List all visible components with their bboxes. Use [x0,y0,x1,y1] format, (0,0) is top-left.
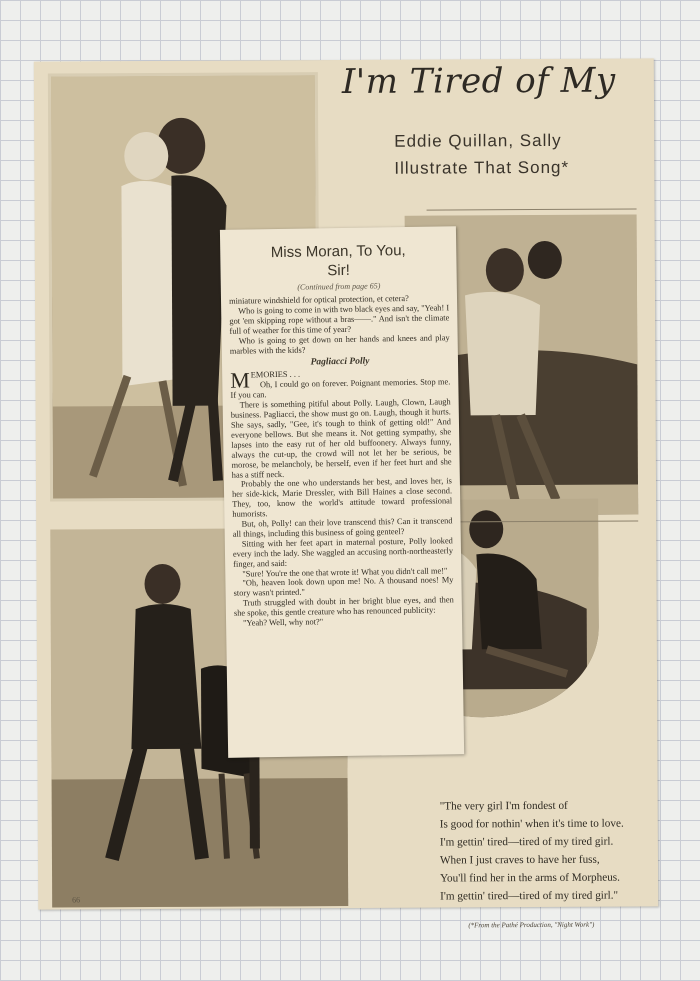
clipping-paragraph: "Yeah? Well, why not?" [243,617,324,628]
lyric-line: When I just craves to have her fuss, [439,853,600,867]
lyric-line: "The very girl I'm fondest of [439,799,568,813]
lyric-line: I'm gettin' tired—tired of my tired girl." [440,889,619,903]
clipping-paragraph: There is something pitiful about Polly. Laugh, Clown, Laugh business. Pagliacci, the show must go on. Laugh, though it hurts. She says, sadly, "Gee, it's tough to think of getting old!" And everyone bellows. But she means it. Not getting sympathy, she lapses into the easy rut of her old buffoonery. Always funny, always the cut-up, the crowd will not let her be serious, be morose, be melancholy, be herself, even if her feet hurt and she has a stiff neck. [230,397,452,480]
clipping-title [228,240,449,281]
article-subtitle [394,126,644,181]
clipping-title-line: Miss Moran, To You, [270,241,406,262]
lyric-line: You'll find her in the arms of Morpheus. [440,871,620,885]
clipping-paragraph: Probably the one who understands her best, and loves her, is her side-kick, Marie Dressler, with Bill Haines a close second. They, too, know the world's attitude toward professional humorists. [231,476,453,519]
article-title: I'm Tired of My [341,60,616,103]
clipping-title-line: Sir! [327,261,350,280]
drop-cap-rest: EMORIES . . . [250,370,301,380]
clipping-subhead: Pagliacci Polly [310,357,370,368]
clipping-paragraph: Sitting with her feet apart in maternal posture, Polly looked every inch the lady. She waggled an accusing north-northeasterly finger, and said: [232,536,454,569]
header-rule [427,208,637,210]
clipping-paragraph: "Oh, heaven look down upon me! No. A thousand noes! My story wasn't printed." [233,575,454,599]
clipping-paragraph: Oh, I could go on forever. Poignant memories. Stop me. If you can. [230,377,451,401]
production-credit: (*From the Pathé Production, "Night Work") [468,920,595,930]
subtitle-line: Eddie Quillan, Sally [394,130,562,151]
clipping-paragraph: Who is going to come in with two black eyes and say, "Yeah! I got 'em skipping rope without a bras——." And isn't the climate full of weather for this time of year? [229,303,450,336]
clipping-continued-note: (Continued from page 65) [297,281,381,292]
song-lyrics [440,796,681,905]
subtitle-line: Illustrate That Song* [394,157,570,178]
clipping-paragraph: Truth struggled with doubt in her bright blue eyes, and then she spoke, this gentle creature who has renounced publicity: [233,595,454,618]
lyric-line: I'm gettin' tired—tired of my tired girl. [439,835,614,849]
lyric-line: Is good for nothin' when it's time to love. [439,817,624,831]
magazine-page [34,58,658,930]
clipping-paragraph: "Sure! You're the one that wrote it! What you didn't call me!" [242,565,448,579]
article-clipping [220,226,464,758]
page-number: 66 [72,895,81,905]
drop-cap: M [230,367,251,394]
clipping-paragraph: Who is going to get down on her hands and knees and play marbles with the kids? [229,332,450,356]
clipping-paragraph: miniature windshield for optical protection, et cetera? [228,293,409,306]
clipping-paragraph: But, oh, Polly! can their love transcend this? Can it transcend all things, including this business of going genteel? [232,516,453,539]
